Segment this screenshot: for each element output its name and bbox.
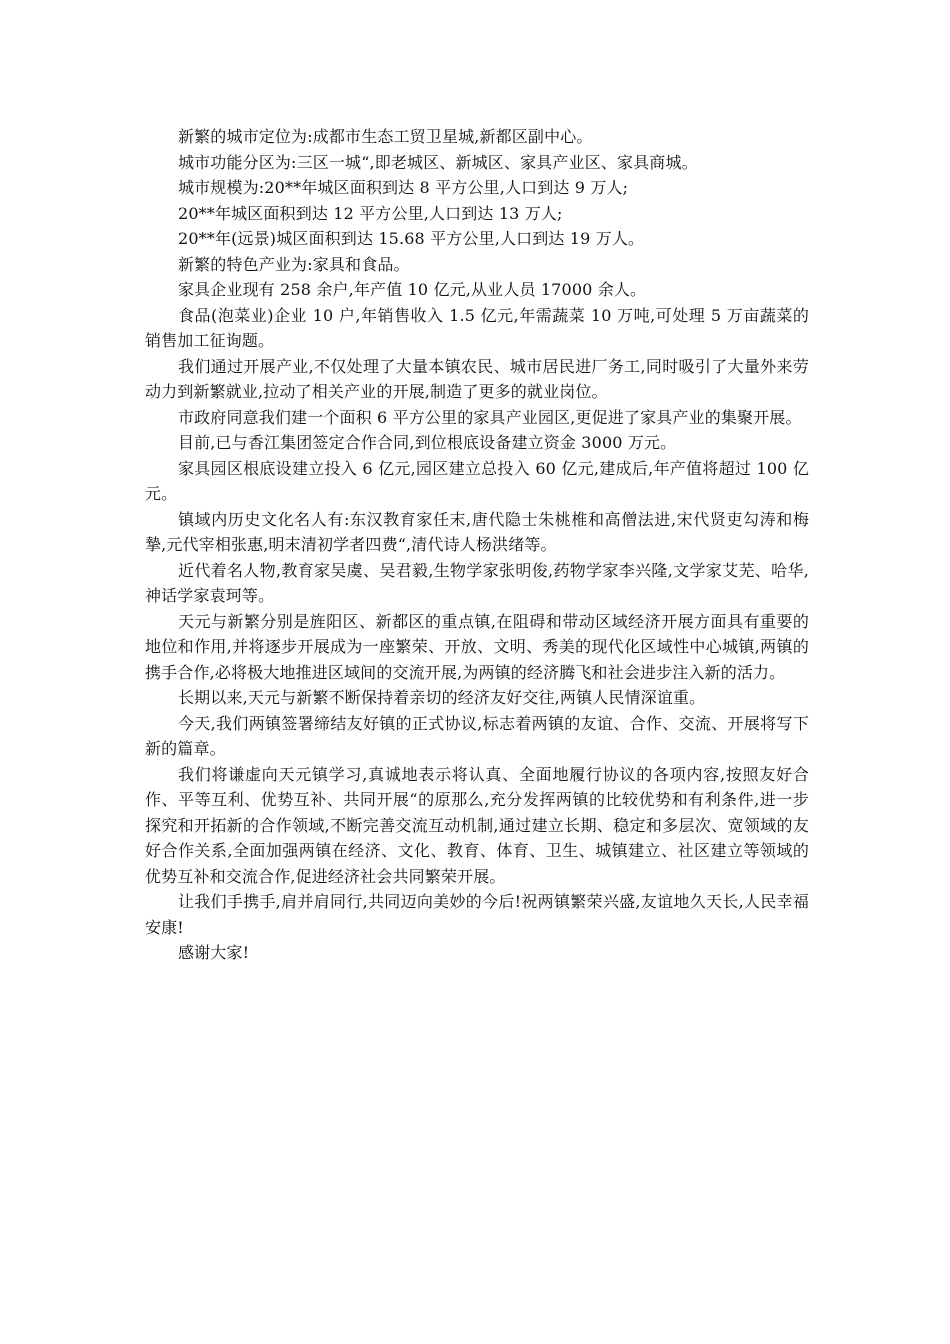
- document-body: [145, 124, 809, 966]
- paragraph: 城市规模为:20**年城区面积到达 8 平方公里,人口到达 9 万人;: [178, 178, 629, 197]
- paragraph: 城市功能分区为:三区一城“,即老城区、新城区、家具产业区、家具商城。: [178, 152, 698, 172]
- paragraph: 20**年城区面积到达 12 平方公里,人口到达 13 万人;: [178, 203, 563, 223]
- paragraph: 目前,已与香江集团签定合作合同,到位根底设备建立资金 3000 万元。: [178, 433, 677, 452]
- paragraph: 20**年(远景)城区面积到达 15.68 平方公里,人口到达 19 万人。: [178, 229, 645, 248]
- paragraph: 天元与新繁分别是旌阳区、新都区的重点镇,在阻碍和带动区域经济开展方面具有重要的地位和作用,并将逐步开展成为一座繁荣、开放、文明、秀美的现代化区域性中心城镇,两镇的携手合作,必将极大地推进区域间的交流开展,为两镇的经济腾飞和社会进步注入新的活力。: [145, 611, 809, 682]
- paragraph: 新繁的特色产业为:家具和食品。: [178, 254, 410, 274]
- paragraph: 食品(泡菜业)企业 10 户,年销售收入 1.5 亿元,年需蔬菜 10 万吨,可处理 5 万亩蔬菜的销售加工征询题。: [145, 305, 809, 350]
- paragraph: 让我们手携手,肩并肩同行,共同迈向美妙的今后!祝两镇繁荣兴盛,友谊地久天长,人民幸福安康!: [145, 892, 809, 937]
- paragraph: 家具园区根底设建立投入 6 亿元,园区建立总投入 60 亿元,建成后,年产值将超过 100 亿元。: [145, 458, 809, 503]
- paragraph: 我们将谦虚向天元镇学习,真诚地表示将认真、全面地履行协议的各项内容,按照友好合作、平等互利、优势互补、共同开展“的原那么,充分发挥两镇的比较优势和有利条件,进一步探究和开拓新的合作领域,不断完善交流互动机制,通过建立长期、稳定和多层次、宽领域的友好合作关系,全面加强两镇在经济、文化、教育、体育、卫生、城镇建立、社区建立等领域的优势互补和交流合作,促进经济社会共同繁荣开展。: [145, 764, 809, 886]
- paragraph: 家具企业现有 258 余户,年产值 10 亿元,从业人员 17000 余人。: [178, 280, 647, 299]
- paragraph: 长期以来,天元与新繁不断保持着亲切的经济友好交往,两镇人民情深谊重。: [178, 688, 706, 707]
- paragraph: 近代着名人物,教育家吴虞、吴君毅,生物学家张明俊,药物学家李兴隆,文学家艾芜、哈华,神话学家袁珂等。: [145, 560, 809, 605]
- paragraph: 市政府同意我们建一个面积 6 平方公里的家具产业园区,更促进了家具产业的集聚开展。: [178, 407, 802, 427]
- paragraph: 新繁的城市定位为:成都市生态工贸卫星城,新都区副中心。: [178, 127, 593, 146]
- paragraph: 今天,我们两镇签署缔结友好镇的正式协议,标志着两镇的友谊、合作、交流、开展将写下新的篇章。: [145, 713, 809, 758]
- paragraph: 感谢大家!: [178, 943, 250, 962]
- paragraph: 镇域内历史文化名人有:东汉教育家任末,唐代隐士朱桃椎和高僧法进,宋代贤吏勾涛和梅摯,元代宰相张惠,明末清初学者四费“,清代诗人杨洪绪等。: [145, 509, 809, 554]
- paragraph: 我们通过开展产业,不仅处理了大量本镇农民、城市居民进厂务工,同时吸引了大量外来劳动力到新繁就业,拉动了相关产业的开展,制造了更多的就业岗位。: [145, 356, 809, 401]
